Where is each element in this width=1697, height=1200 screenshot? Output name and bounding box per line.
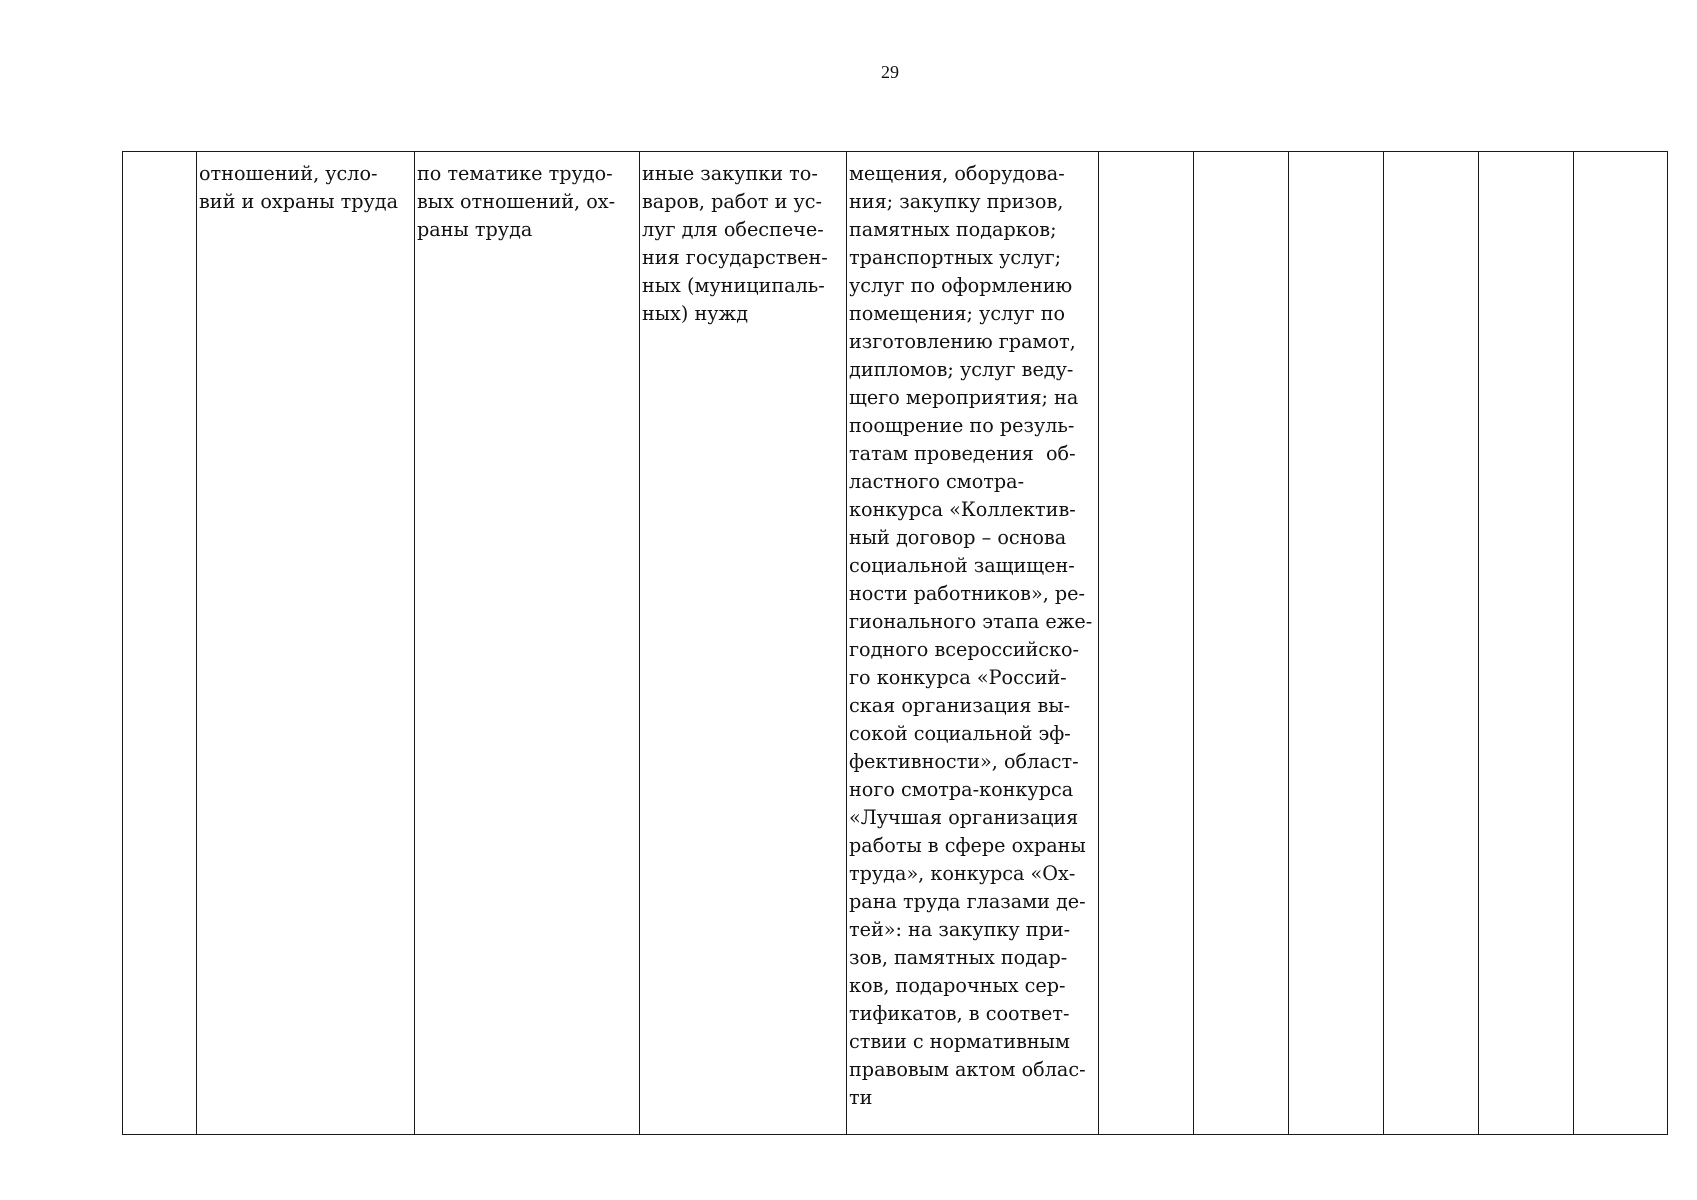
table-cell bbox=[1384, 152, 1479, 1135]
table-cell bbox=[1194, 152, 1289, 1135]
table-cell: мещения, оборудова- ния; закупку призов, памятных подарков; транспортных услуг; услуг по оформлению помещения; услуг по изготовлению грамот, дипломов; услуг веду- щего мероприятия; на поощрение по резуль- татам проведения об- ластного смотра- конкурса «Коллектив- ный договор – основа социальной защищен- ности работников», ре- гионального этапа еже- годного всероссийско- го конкурса «Россий- ская организация вы- сокой социальной эф- фективности», област- ного смотра-конкурса «Лучшая организация работы в сфере охраны труда», конкурса «Ох- рана труда глазами де- тей»: на закупку при- зов, памятных подар- ков, подарочных сер- тификатов, в соответ- ствии с нормативным правовым актом облас- ти bbox=[847, 152, 1099, 1135]
table-cell: отношений, усло- вий и охраны труда bbox=[197, 152, 415, 1135]
page-number: 29 bbox=[881, 62, 899, 82]
table-row bbox=[123, 152, 1668, 1135]
table-cell bbox=[1099, 152, 1194, 1135]
table-cell bbox=[1574, 152, 1668, 1135]
table-cell bbox=[1479, 152, 1574, 1135]
table-cell bbox=[123, 152, 197, 1135]
table-cell: по тематике трудо- вых отношений, ох- раны труда bbox=[415, 152, 640, 1135]
table-cell: иные закупки то- варов, работ и ус- луг для обеспече- ния государствен- ных (муниципаль- ных) нужд bbox=[640, 152, 847, 1135]
table-cell bbox=[1289, 152, 1384, 1135]
document-table bbox=[122, 151, 1668, 1135]
